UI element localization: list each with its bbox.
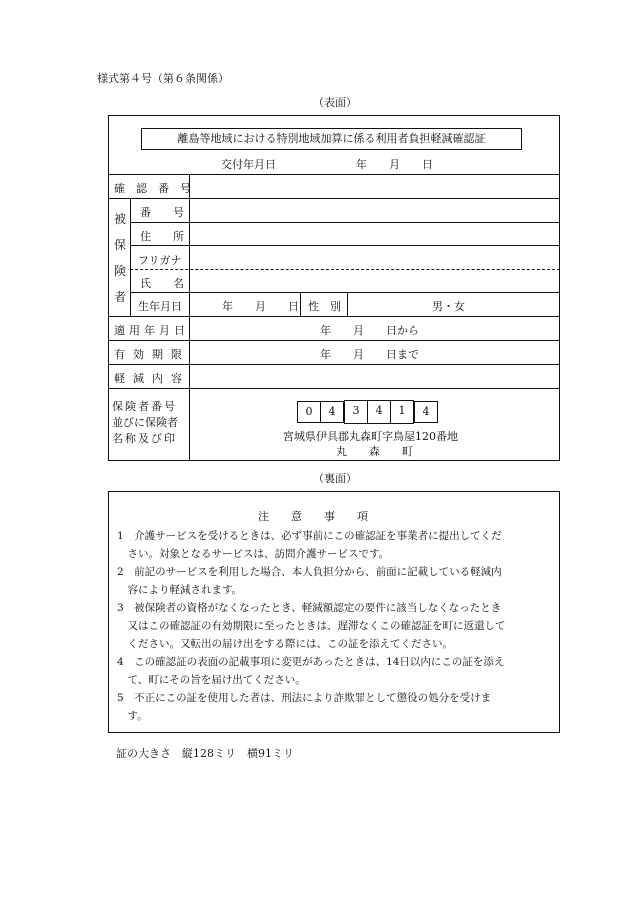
note-3: 3 被保険者の資格がなくなったとき、軽減額認定の要件に該当しなくなったとき 又はこの確認証の有効期限に至ったときは、遅滞なくこの確認証を町に返還して ください。又転出の届け出をする際には、この証を添えてください。 — [117, 602, 506, 650]
size-note: 証の大きさ 縦128ミリ 横91ミリ — [116, 747, 294, 760]
notes-title: 注 意 事 項 — [258, 510, 368, 523]
insurer-digit-4: 4 — [367, 400, 391, 424]
valid-until-label: 有効期限 — [114, 348, 190, 361]
certificate-title: 離島等地域における特別地域加算に係る利用者負担軽減確認証 — [141, 128, 522, 150]
insurer-digit-2: 4 — [320, 401, 344, 423]
issue-date-label: 交付年月日 — [221, 158, 276, 171]
front-label: （表面） — [313, 96, 357, 109]
insured-vertical-label: 被 保 険 者 — [113, 212, 126, 304]
valid-until-value: 年 月 日まで — [320, 348, 419, 361]
number-label: 番 号 — [140, 206, 184, 219]
confirm-number-label: 確 認 番 号 — [114, 182, 191, 195]
apply-date-label: 適用年月日 — [114, 324, 189, 337]
insurer-label: 保険者番号 並びに保険者 名称及び印 — [112, 400, 178, 445]
insurer-digit-5: 1 — [390, 400, 414, 424]
apply-date-value: 年 月 日から — [320, 324, 419, 337]
sex-value: 男・女 — [432, 300, 465, 313]
insurer-digit-6: 4 — [414, 401, 438, 423]
insurer-digit-1: 0 — [297, 401, 321, 423]
insurer-name: 丸 森 町 — [336, 445, 413, 458]
note-4: 4 この確認証の表面の記載事項に変更があったときは、14日以内にこの証を添え て、町にその旨を届け出てください。 — [117, 656, 505, 686]
address-label: 住 所 — [140, 230, 184, 243]
insurer-address: 宮城県伊具郡丸森町字鳥屋120番地 — [283, 430, 458, 443]
birthdate-label: 生年月日 — [138, 300, 182, 313]
name-label: 氏 名 — [140, 277, 184, 290]
issue-date-value: 年 月 日 — [356, 158, 433, 171]
note-1: 1 介護サービスを受けるときは、必ず事前にこの確認証を事業者に提出してくだ さい。対象となるサービスは、訪問介護サービスです。 — [117, 530, 502, 560]
reduction-label: 軽減内容 — [114, 372, 190, 385]
note-5: 5 不正にこの証を使用した者は、刑法により詐欺罪として懲役の処分を受けま す。 — [117, 692, 492, 722]
birthdate-value: 年 月 日 — [222, 300, 299, 313]
furigana-label: フリガナ — [138, 254, 182, 267]
note-2: 2 前記のサービスを利用した場合、本人負担分から、前面に記載している軽減内 容により軽減されます。 — [117, 566, 502, 596]
back-label: （裏面） — [313, 472, 357, 485]
form-number: 様式第４号（第６条関係） — [97, 72, 229, 85]
sex-label: 性 別 — [308, 300, 341, 313]
insurer-digit-3: 3 — [344, 400, 368, 424]
